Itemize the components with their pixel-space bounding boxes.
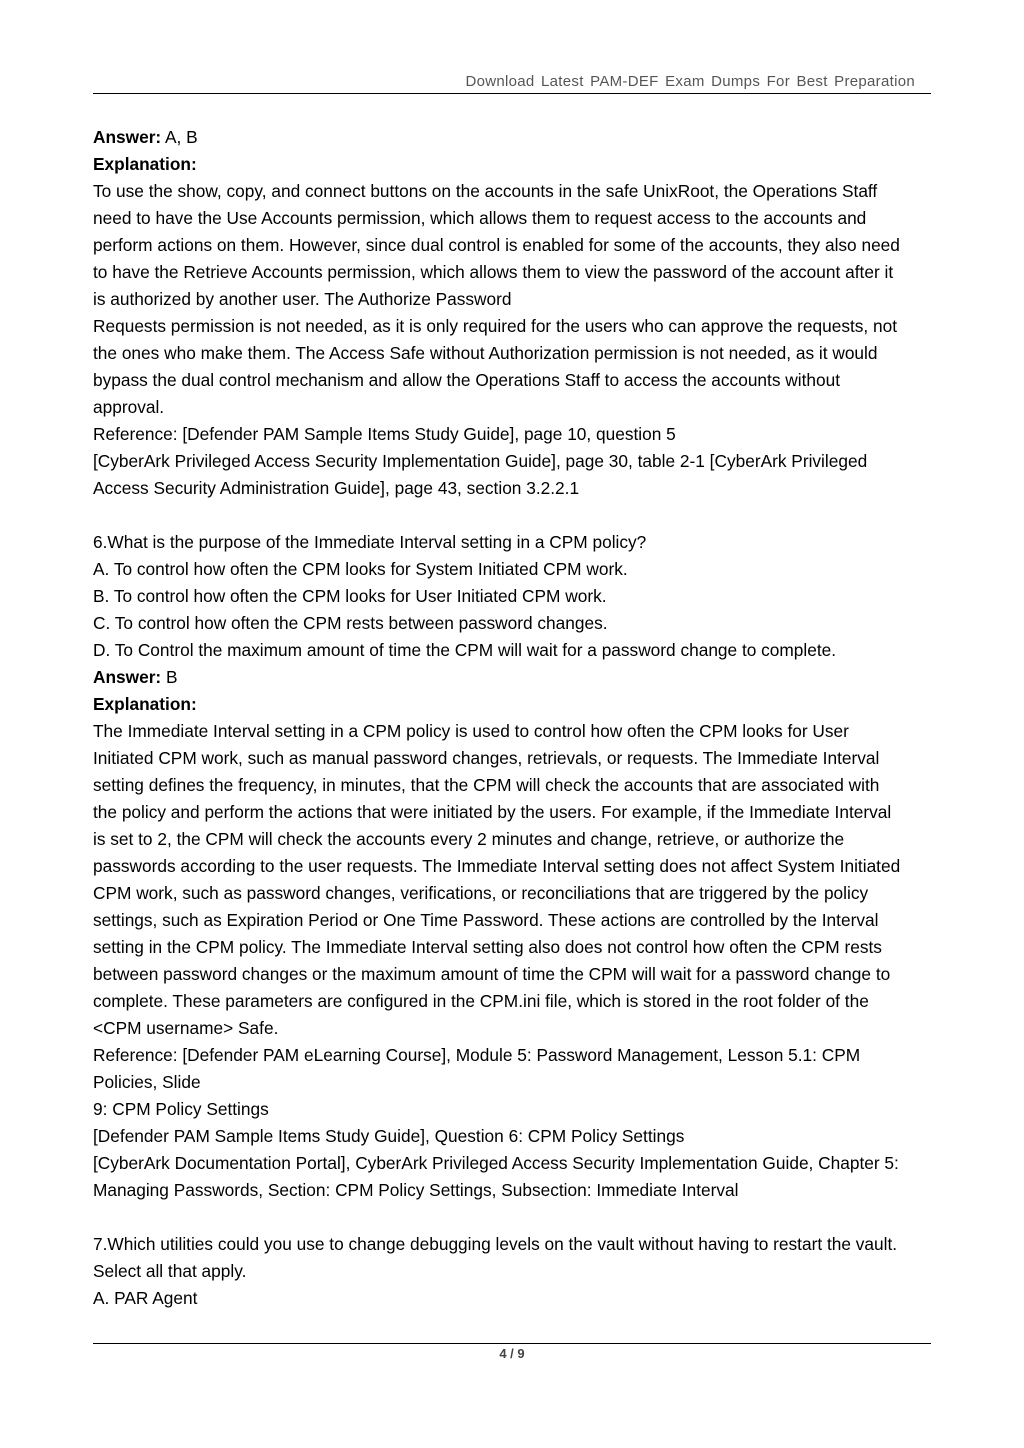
- reference-line: Policies, Slide: [93, 1072, 201, 1092]
- reference-line: [CyberArk Documentation Portal], CyberArk Privileged Access Security Implementation Guide, Chapter 5:: [93, 1153, 899, 1173]
- reference-line: 9: CPM Policy Settings: [93, 1099, 269, 1119]
- page-number: 4 / 9: [499, 1346, 525, 1361]
- paragraph-line: complete. These parameters are configured in the CPM.ini file, which is stored in the root folder of the: [93, 991, 869, 1011]
- paragraph-line: To use the show, copy, and connect buttons on the accounts in the safe UnixRoot, the Operations Staff: [93, 181, 878, 201]
- paragraph-line: approval.: [93, 397, 165, 417]
- spacer: [93, 1204, 935, 1231]
- paragraph-line: passwords according to the user requests. The Immediate Interval setting does not affect System Initiated: [93, 856, 901, 876]
- reference-line: [CyberArk Privileged Access Security Implementation Guide], page 30, table 2-1 [CyberArk Privileged: [93, 451, 868, 471]
- paragraph-line: CPM work, such as password changes, verifications, or reconciliations that are triggered by the policy: [93, 883, 869, 903]
- q6-answer: [93, 664, 935, 691]
- q6-option-a: A. To control how often the CPM looks for System Initiated CPM work.: [93, 559, 628, 579]
- footer-divider: [93, 1343, 931, 1344]
- paragraph-line: to have the Retrieve Accounts permission, which allows them to view the password of the account after it: [93, 262, 894, 282]
- q7-question-line: 7.Which utilities could you use to change debugging levels on the vault without having to restart the vault.: [93, 1234, 898, 1254]
- header-title: Download Latest PAM-DEF Exam Dumps For Best Preparation: [465, 73, 915, 90]
- answer-value: B: [161, 667, 178, 687]
- paragraph-line: perform actions on them. However, since dual control is enabled for some of the accounts, they also need: [93, 235, 900, 255]
- q6-explanation-label: Explanation:: [93, 694, 197, 714]
- answer-label: Answer:: [93, 667, 162, 687]
- q7-option-a: A. PAR Agent: [93, 1288, 198, 1308]
- reference-line: Reference: [Defender PAM eLearning Course], Module 5: Password Management, Lesson 5.1: CPM: [93, 1045, 861, 1065]
- q5-answer: [93, 124, 935, 151]
- paragraph-line: need to have the Use Accounts permission, which allows them to request access to the accounts and: [93, 208, 867, 228]
- answer-value: A, B: [161, 127, 198, 147]
- paragraph-line: setting defines the frequency, in minutes, that the CPM will check the accounts that are associated with: [93, 775, 880, 795]
- paragraph-line: setting in the CPM policy. The Immediate Interval setting also does not control how often the CPM rests: [93, 937, 882, 957]
- paragraph-line: is set to 2, the CPM will check the accounts every 2 minutes and change, retrieve, or authorize the: [93, 829, 845, 849]
- paragraph-line: the ones who make them. The Access Safe without Authorization permission is not needed, as it would: [93, 343, 878, 363]
- answer-label: Answer:: [93, 127, 162, 147]
- q6-option-b: B. To control how often the CPM looks for User Initiated CPM work.: [93, 586, 607, 606]
- paragraph-line: <CPM username> Safe.: [93, 1018, 279, 1038]
- q6-question: 6.What is the purpose of the Immediate Interval setting in a CPM policy?: [93, 532, 647, 552]
- page-header: [93, 73, 931, 94]
- reference-line: Reference: [Defender PAM Sample Items Study Guide], page 10, question 5: [93, 424, 676, 444]
- reference-line: Managing Passwords, Section: CPM Policy Settings, Subsection: Immediate Interval: [93, 1180, 739, 1200]
- reference-line: Access Security Administration Guide], page 43, section 3.2.2.1: [93, 478, 580, 498]
- paragraph-line: between password changes or the maximum amount of time the CPM will wait for a password change to: [93, 964, 891, 984]
- paragraph-line: settings, such as Expiration Period or One Time Password. These actions are controlled by the Interval: [93, 910, 879, 930]
- q6-option-c: C. To control how often the CPM rests between password changes.: [93, 613, 608, 633]
- paragraph-line: Requests permission is not needed, as it is only required for the users who can approve the requests, not: [93, 316, 898, 336]
- paragraph-line: The Immediate Interval setting in a CPM policy is used to control how often the CPM looks for User: [93, 721, 849, 741]
- spacer: [93, 502, 935, 529]
- reference-line: [Defender PAM Sample Items Study Guide], Question 6: CPM Policy Settings: [93, 1126, 685, 1146]
- q6-option-d: D. To Control the maximum amount of time the CPM will wait for a password change to complete.: [93, 640, 837, 660]
- paragraph-line: the policy and perform the actions that were initiated by the users. For example, if the Immediate Interval: [93, 802, 892, 822]
- paragraph-line: bypass the dual control mechanism and allow the Operations Staff to access the accounts without: [93, 370, 841, 390]
- page-content: [93, 124, 935, 1312]
- paragraph-line: is authorized by another user. The Authorize Password: [93, 289, 512, 309]
- paragraph-line: Initiated CPM work, such as manual password changes, retrievals, or requests. The Immediate Interval: [93, 748, 880, 768]
- q5-explanation-label: Explanation:: [93, 154, 197, 174]
- q7-question-line: Select all that apply.: [93, 1261, 247, 1281]
